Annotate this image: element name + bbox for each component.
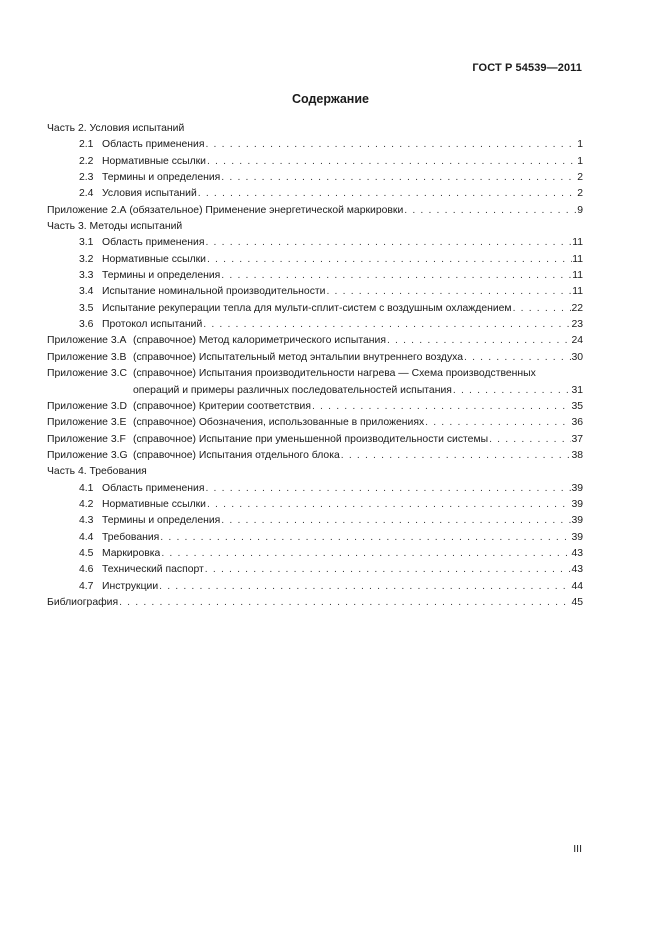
toc-leader [206,497,571,513]
table-of-contents [47,121,583,611]
toc-item-3-3[interactable] [47,268,583,284]
toc-label: Термины и определения [102,172,221,184]
toc-label: Требования [102,531,160,543]
toc-label: Нормативные ссылки [102,155,206,167]
toc-label: Испытание номинальной производительности [102,286,326,298]
toc-leader [325,284,572,300]
toc-number: 4.5 [79,547,94,559]
toc-appendix-code: Приложение 3.G [47,449,128,461]
toc-item-4-4[interactable] [47,530,583,546]
toc-leader [160,546,571,562]
toc-leader [403,203,577,219]
toc-bibliography[interactable] [47,595,583,611]
toc-label: Область применения [102,237,205,249]
toc-item-3-5[interactable] [47,301,583,317]
toc-item-2-1[interactable] [47,137,583,153]
toc-number: 4.4 [79,531,94,543]
toc-number: 3.4 [79,286,94,298]
toc-item-3-1[interactable] [47,235,583,251]
toc-number: 3.5 [79,302,94,314]
toc-appendix-3c[interactable] [47,366,583,399]
toc-item-4-6[interactable] [47,562,583,578]
toc-leader [424,415,571,431]
toc-label: Область применения [102,482,205,494]
toc-label: Условия испытаний [102,188,197,200]
toc-leader [158,579,571,595]
toc-appendix-3g[interactable] [47,448,583,464]
toc-leader [159,530,571,546]
toc-label: Маркировка [102,547,161,559]
toc-appendix-code: Приложение 3.А [47,335,127,347]
toc-part-2 [47,121,583,137]
toc-item-4-7[interactable] [47,579,583,595]
toc-leader [220,170,577,186]
toc-page: 45 [571,596,583,608]
toc-page: 39 [571,515,583,527]
toc-leader [204,562,572,578]
toc-part-3 [47,219,583,235]
toc-leader [204,235,572,251]
toc-page: 39 [571,482,583,494]
toc-label: (справочное) Испытательный метод энтальпии внутреннего воздуха [133,351,463,363]
toc-appendix-code: Приложение 3.С [47,368,127,380]
toc-label: Приложение 2.А (обязательное) Применение энергетической маркировки [47,204,404,216]
toc-number: 3.6 [79,319,94,331]
toc-label: Нормативные ссылки [102,498,206,510]
toc-number: 4.6 [79,564,94,576]
toc-number: 4.3 [79,515,94,527]
toc-number: 2.3 [79,172,94,184]
toc-page: 23 [571,319,583,331]
toc-number: 3.3 [79,270,94,282]
toc-item-2-3[interactable] [47,170,583,186]
toc-leader [463,350,571,366]
toc-number: 4.2 [79,498,94,510]
toc-page: 44 [571,580,583,592]
toc-label: Часть 4. Требования [47,466,147,478]
toc-item-2-2[interactable] [47,154,583,170]
toc-number: 4.7 [79,580,94,592]
toc-label: Область применения [102,139,205,151]
toc-leader [118,595,571,611]
toc-page: 39 [571,498,583,510]
toc-page: 9 [577,204,583,216]
toc-appendix-2a[interactable] [47,203,583,219]
toc-page: 35 [571,400,583,412]
toc-page: 11 [572,286,583,298]
toc-page: 11 [572,270,583,282]
toc-page: 22 [571,302,583,314]
toc-item-2-4[interactable] [47,186,583,202]
toc-number: 2.1 [79,139,94,151]
toc-appendix-code: Приложение 3.F [47,433,126,445]
toc-appendix-3d[interactable] [47,399,583,415]
toc-leader [204,137,577,153]
toc-number: 2.4 [79,188,94,200]
toc-item-4-5[interactable] [47,546,583,562]
toc-leader [204,481,571,497]
toc-label: Технический паспорт [102,564,204,576]
toc-label: (справочное) Критерии соответствия [133,400,311,412]
toc-page: 31 [571,384,583,396]
document-id: ГОСТ Р 54539—2011 [472,62,582,74]
toc-page: 36 [571,417,583,429]
toc-page: 1 [577,139,583,151]
toc-number: 4.1 [79,482,94,494]
toc-leader [452,383,572,399]
toc-page: 1 [577,155,583,167]
toc-item-4-3[interactable] [47,513,583,529]
toc-page: 43 [571,547,583,559]
toc-leader [386,333,571,349]
toc-label: (справочное) Метод калориметрического испытания [133,335,386,347]
toc-page: 30 [571,351,583,363]
toc-label: Испытание рекуперации тепла для мульти-сплит-систем с воздушным охлаждением [102,302,512,314]
toc-page: 38 [571,449,583,461]
toc-page: 24 [571,335,583,347]
toc-label: Часть 2. Условия испытаний [47,123,185,134]
toc-label: Термины и определения [102,515,221,527]
toc-label: (справочное) Испытание при уменьшенной производительности системы [133,433,489,445]
toc-appendix-3f[interactable] [47,432,583,448]
toc-appendix-code: Приложение 3.D [47,400,127,412]
toc-appendix-code: Приложение 3.Е [47,417,127,429]
toc-leader [340,448,572,464]
toc-appendix-code: Приложение 3.В [47,351,127,363]
toc-label: Термины и определения [102,270,221,282]
toc-label: Библиография [47,596,119,608]
toc-label: Часть 3. Методы испытаний [47,221,183,233]
toc-label: (справочное) Испытания производительности нагрева — Схема производственных [133,368,536,380]
toc-number: 3.2 [79,253,94,265]
page-title: Содержание [291,92,369,106]
toc-label: (справочное) Испытания отдельного блока [133,449,340,461]
toc-label: (справочное) Обозначения, использованные в приложениях [133,417,425,429]
toc-leader [206,154,577,170]
toc-label: Инструкции [102,580,159,592]
toc-label: Протокол испытаний [102,319,203,331]
toc-label: Нормативные ссылки [102,253,206,265]
toc-leader [202,317,571,333]
page-number: III [573,843,582,855]
toc-appendix-3a[interactable] [47,333,583,349]
toc-leader [220,513,571,529]
toc-page: 43 [571,564,583,576]
toc-leader [512,301,572,317]
toc-number: 2.2 [79,155,94,167]
toc-leader [488,432,571,448]
toc-item-4-1[interactable] [47,481,583,497]
toc-item-3-6[interactable] [47,317,583,333]
toc-leader [220,268,572,284]
toc-label-continued: операций и примеры различных последовательностей испытания [133,384,452,396]
toc-leader [197,186,577,202]
toc-leader [311,399,571,415]
toc-page: 2 [577,188,583,200]
toc-item-4-2[interactable] [47,497,583,513]
toc-page: 2 [577,172,583,184]
toc-page: 11 [572,253,583,265]
toc-number: 3.1 [79,237,94,249]
toc-appendix-3b[interactable] [47,350,583,366]
toc-part-4 [47,464,583,480]
toc-page: 11 [572,237,583,249]
toc-appendix-3e[interactable] [47,415,583,431]
toc-page: 39 [571,531,583,543]
toc-leader [206,252,572,268]
toc-page: 37 [571,433,583,445]
toc-item-3-4[interactable] [47,284,583,300]
toc-item-3-2[interactable] [47,252,583,268]
